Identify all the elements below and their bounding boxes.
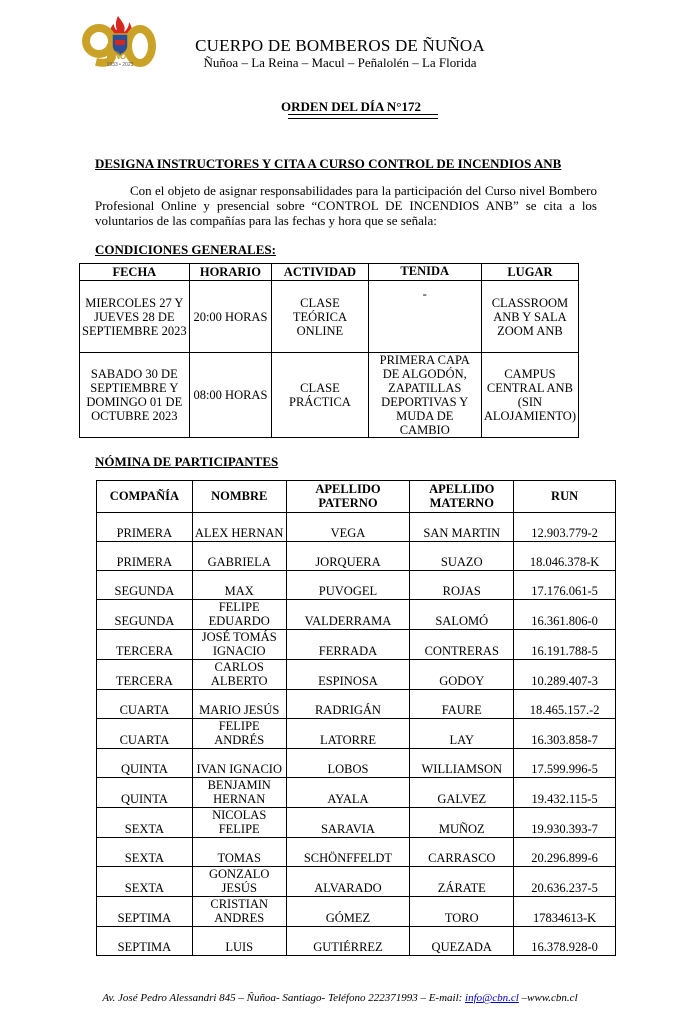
conditions-cell: CLASSROOM ANB Y SALA ZOOM ANB [481,281,578,353]
participant-cell: 16.303.858-7 [514,719,616,749]
participant-cell: 10.289.407-3 [514,660,616,690]
participant-row [97,808,616,838]
participant-cell: CARRASCO [410,838,514,867]
participant-cell: VALDERRAMA [286,600,410,630]
participant-row [97,660,616,690]
organization-name: CUERPO DE BOMBEROS DE ÑUÑOA [195,36,485,55]
participant-cell: BENJAMIN HERNAN [192,778,286,808]
participant-cell: TOMAS [192,838,286,867]
participant-row [97,690,616,719]
conditions-cell: 08:00 HORAS [189,353,272,438]
footer-address: Av. José Pedro Alessandri 845 – Ñuñoa- Santiago- Teléfono 222371993 – E-mail: [102,992,466,1004]
participant-row [97,542,616,571]
conditions-heading: CONDICIONES GENERALES: [95,242,276,257]
conditions-row [80,281,579,353]
participant-cell: 20.296.899-6 [514,838,616,867]
participant-cell: 16.378.928-0 [514,927,616,956]
conditions-header-row [80,264,579,281]
footer [0,992,680,1004]
participant-cell: SAN MARTIN [410,513,514,542]
participant-row [97,749,616,778]
document-subject: DESIGNA INSTRUCTORES Y CITA A CURSO CONTROL DE INCENDIOS ANB [95,156,562,171]
participant-cell: WILLIAMSON [410,749,514,778]
participant-cell: ALEX HERNAN [192,513,286,542]
participant-cell: FELIPE ANDRÉS [192,719,286,749]
participants-header-row [97,481,616,513]
participant-cell: SARAVIA [286,808,410,838]
conditions-cell: CLASE TEÓRICA ONLINE [272,281,368,353]
participant-row [97,897,616,927]
participant-cell: MUÑOZ [410,808,514,838]
conditions-cell: PRIMERA CAPA DE ALGODÓN, ZAPATILLAS DEPORTIVAS Y MUDA DE CAMBIO [368,353,481,438]
participant-cell: 17.176.061-5 [514,571,616,600]
participant-cell: SEXTA [97,808,193,838]
participant-cell: CUARTA [97,719,193,749]
conditions-cell: CAMPUS CENTRAL ANB (SIN ALOJAMIENTO) [481,353,578,438]
participant-cell: NICOLAS FELIPE [192,808,286,838]
participants-body [97,513,616,956]
participant-cell: 20.636.237-5 [514,867,616,897]
participant-row [97,719,616,749]
participant-cell: CUARTA [97,690,193,719]
participant-cell: MAX [192,571,286,600]
participant-cell: 16.361.806-0 [514,600,616,630]
participant-cell: SEXTA [97,838,193,867]
conditions-header-cell: ACTIVIDAD [272,264,368,281]
participant-cell: GUTIÉRREZ [286,927,410,956]
participant-cell: 19.930.393-7 [514,808,616,838]
participant-row [97,867,616,897]
participant-cell: JORQUERA [286,542,410,571]
participant-cell: QUEZADA [410,927,514,956]
conditions-header-cell: LUGAR [481,264,578,281]
participants-header-cell: APELLIDO MATERNO [410,481,514,513]
participant-cell: PRIMERA [97,542,193,571]
participant-cell: CARLOS ALBERTO [192,660,286,690]
footer-email-link[interactable]: info@cbn.cl [465,992,519,1004]
participant-cell: SUAZO [410,542,514,571]
participant-row [97,838,616,867]
participant-cell: 18.465.157.-2 [514,690,616,719]
participant-cell: ALVARADO [286,867,410,897]
order-title: ORDEN DEL DÍA N°172 [281,99,421,114]
participant-cell: 19.432.115-5 [514,778,616,808]
conditions-cell: CLASE PRÁCTICA [272,353,368,438]
participant-cell: FERRADA [286,630,410,660]
participant-cell: 16.191.788-5 [514,630,616,660]
conditions-cell: 20:00 HORAS [189,281,272,353]
participant-cell: GABRIELA [192,542,286,571]
logo-years-label: AÑOS [108,52,132,61]
logo-dates: 1933 • 2023 [106,62,134,68]
organization-communes: Ñuñoa – La Reina – Macul – Peñalolén – La Florida [203,55,477,70]
participant-cell: SALOMÓ [410,600,514,630]
participant-cell: 17.599.996-5 [514,749,616,778]
participant-cell: SEGUNDA [97,571,193,600]
participants-header-cell: RUN [514,481,616,513]
intro-paragraph: Con el objeto de asignar responsabilidades para la participación del Curso nivel Bombero Profesional Online y presencial sobre “CONTROL DE INCENDIOS ANB” se cita a los voluntarios de las compañías para las fechas y hora que se señala: [95,183,597,228]
participant-cell: PUVOGEL [286,571,410,600]
participants-heading: NÓMINA DE PARTICIPANTES [95,454,279,469]
participant-cell: LOBOS [286,749,410,778]
participant-cell: CONTRERAS [410,630,514,660]
participant-cell: PRIMERA [97,513,193,542]
participants-header-cell: NOMBRE [192,481,286,513]
participant-cell: LUIS [192,927,286,956]
conditions-header-cell: HORARIO [189,264,272,281]
participant-cell: JOSÉ TOMÁS IGNACIO [192,630,286,660]
participant-cell: TORO [410,897,514,927]
participant-cell: LATORRE [286,719,410,749]
order-title-double-underline [288,114,438,119]
conditions-row [80,353,579,438]
participant-cell: GONZALO JESÚS [192,867,286,897]
participant-cell: GALVEZ [410,778,514,808]
participant-cell: QUINTA [97,749,193,778]
participant-cell: GODOY [410,660,514,690]
participants-table [96,480,616,956]
participant-cell: 18.046.378-K [514,542,616,571]
participants-header-cell: APELLIDO PATERNO [286,481,410,513]
participant-row [97,571,616,600]
fire-department-logo [74,14,166,70]
conditions-header-cell: FECHA [80,264,190,281]
participant-row [97,600,616,630]
conditions-cell: - [368,281,481,353]
participant-row [97,778,616,808]
participant-cell: TERCERA [97,660,193,690]
participant-cell: 17834613-K [514,897,616,927]
conditions-table [79,263,579,438]
participant-cell: ESPINOSA [286,660,410,690]
conditions-cell: SABADO 30 DE SEPTIEMBRE Y DOMINGO 01 DE OCTUBRE 2023 [80,353,190,438]
participant-cell: SEXTA [97,867,193,897]
participant-row [97,630,616,660]
participant-cell: CRISTIAN ANDRES [192,897,286,927]
participant-cell: SEGUNDA [97,600,193,630]
participant-cell: MARIO JESÚS [192,690,286,719]
participant-cell: GÓMEZ [286,897,410,927]
participant-cell: AYALA [286,778,410,808]
participant-cell: FAURE [410,690,514,719]
footer-web: –www.cbn.cl [518,992,578,1004]
participant-cell: LAY [410,719,514,749]
participant-cell: ZÁRATE [410,867,514,897]
participant-cell: RADRIGÁN [286,690,410,719]
conditions-cell: MIERCOLES 27 Y JUEVES 28 DE SEPTIEMBRE 2023 [80,281,190,353]
participant-cell: 12.903.779-2 [514,513,616,542]
participant-cell: SEPTIMA [97,897,193,927]
participant-cell: IVAN IGNACIO [192,749,286,778]
conditions-header-cell: TENIDA [368,264,481,281]
participant-cell: ROJAS [410,571,514,600]
participant-cell: TERCERA [97,630,193,660]
participant-row [97,513,616,542]
participant-cell: VEGA [286,513,410,542]
participant-cell: SCHÖNFFELDT [286,838,410,867]
participant-cell: FELIPE EDUARDO [192,600,286,630]
participant-cell: SEPTIMA [97,927,193,956]
participant-row [97,927,616,956]
participants-header-cell: COMPAÑÍA [97,481,193,513]
participant-cell: QUINTA [97,778,193,808]
